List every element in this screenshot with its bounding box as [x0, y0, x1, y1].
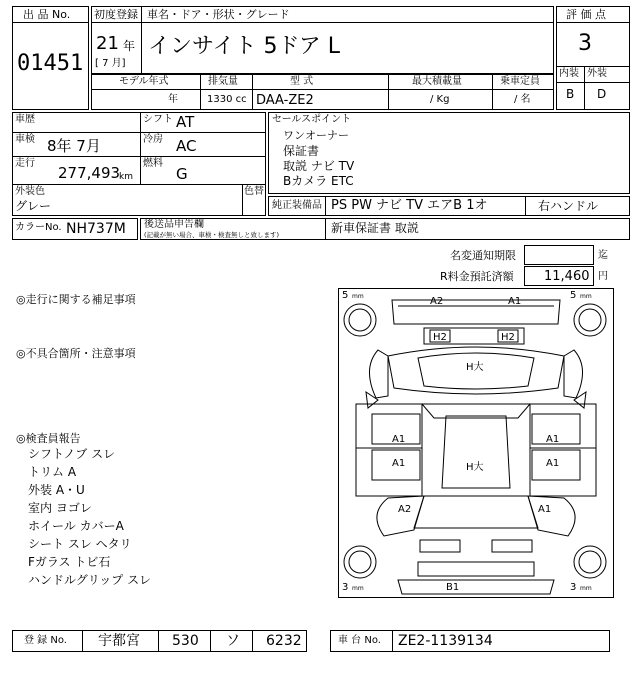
name-change-unit: 迄 — [598, 250, 608, 261]
inspector-item-4: 室内 ヨゴレ — [28, 501, 92, 515]
sales-point-2: 保証書 — [283, 144, 320, 158]
displacement-value: 1330 cc — [207, 94, 247, 105]
inspector-item-3: 外装 A・U — [28, 483, 85, 497]
registration-kana: ソ — [226, 633, 240, 649]
year-unit: 年 — [123, 39, 136, 53]
registration-number: 6232 — [266, 633, 302, 649]
svg-text:mm: mm — [352, 293, 364, 300]
interior-grade: B — [566, 87, 575, 101]
tire-rear-left-depth: 3 — [342, 582, 349, 593]
car-name: インサイト 5ドア L — [148, 34, 341, 59]
mark-right-rear-door: A1 — [546, 458, 560, 469]
lot-number: 01451 — [17, 51, 84, 76]
first-registration-year: 21 — [96, 33, 119, 54]
registration-class: 530 — [172, 633, 199, 649]
first-registration-month: [ 7 月] — [95, 58, 126, 69]
mark-headlight-right: H2 — [501, 332, 515, 343]
exterior-color-label: 外装色 — [15, 186, 45, 197]
inspector-item-6: シート スレ ヘタリ — [28, 537, 132, 551]
mileage-unit: km — [119, 172, 133, 182]
exterior-color-value: グレー — [15, 199, 52, 213]
color-number-value: NH737M — [66, 221, 126, 237]
mark-left-rear-door: A1 — [392, 458, 406, 469]
car-damage-diagram — [338, 288, 614, 598]
svg-text:mm: mm — [580, 293, 592, 300]
mark-left-quarter: A2 — [398, 504, 412, 515]
history-label: 車歴 — [15, 114, 35, 125]
mileage-value: 277,493 — [58, 164, 121, 182]
color-number-label: カラーNo. — [15, 222, 62, 233]
exterior-label: 外装 — [587, 68, 607, 79]
svg-text:mm: mm — [580, 585, 592, 592]
mark-rear-bumper: B1 — [446, 582, 460, 593]
inspector-item-7: Fガラス トビ石 — [28, 555, 111, 569]
interior-label: 内装 — [559, 68, 579, 79]
tire-front-left-depth: 5 — [342, 290, 349, 301]
svg-text:mm: mm — [352, 585, 364, 592]
recycle-unit: 円 — [598, 271, 608, 282]
ac-label: 冷房 — [143, 134, 163, 145]
tire-rear-right-depth: 3 — [570, 582, 577, 593]
inspector-item-8: ハンドルグリップ スレ — [28, 573, 152, 587]
mark-headlight-left: H2 — [433, 332, 447, 343]
aftermarket-note: (記載が無い場合、車検・検査無しと致します) — [144, 231, 280, 239]
equipment-label: 純正装備品 — [272, 200, 322, 211]
sales-point-1: ワンオーナー — [283, 129, 349, 142]
shift-label: シフト — [143, 114, 173, 125]
displacement-label: 排気量 — [208, 76, 238, 87]
car-name-label: 車名・ドア・形状・グレード — [147, 8, 290, 21]
sales-point-3: 取説 ナビ TV — [283, 159, 355, 173]
mark-right-quarter: A1 — [538, 504, 552, 515]
handle-value: 右ハンドル — [538, 199, 599, 213]
fuel-value: G — [176, 165, 188, 183]
name-change-box — [524, 245, 594, 265]
aftermarket-label: 後送品申告欄 — [144, 219, 204, 230]
recycle-label: R料金預託済額 — [440, 270, 514, 283]
capacity-value: / 名 — [514, 94, 531, 105]
registration-place: 宇都宮 — [98, 633, 140, 649]
inspector-item-5: ホイール カバーA — [28, 519, 124, 533]
driving-notes-label: ◎走行に関する補足事項 — [16, 293, 136, 306]
score-value: 3 — [578, 31, 592, 56]
lot-label: 出 品 No. — [23, 8, 71, 21]
inspection-label: 車検 — [15, 134, 35, 145]
max-load-value: / Kg — [430, 94, 450, 105]
mark-hood: H大 — [466, 362, 484, 373]
chassis-number: ZE2-1139134 — [398, 633, 493, 649]
mileage-label: 走行 — [15, 158, 35, 169]
inspection-value: 8年 7月 — [47, 137, 101, 155]
inspector-item-1: シフトノブ スレ — [28, 447, 116, 461]
shift-value: AT — [176, 113, 195, 131]
mark-front-bumper-left: A2 — [430, 296, 444, 307]
inspector-item-2: トリム A — [28, 465, 77, 479]
mark-front-bumper-right: A1 — [508, 296, 522, 307]
color-change-label: 色替 — [244, 186, 264, 197]
registration-label: 登 録 No. — [24, 635, 67, 646]
name-change-label: 名変通知期限 — [450, 249, 516, 262]
type-value: DAA-ZE2 — [256, 93, 314, 108]
defects-notes-label: ◎不具合箇所・注意事項 — [16, 347, 136, 360]
recycle-amount: 11,460 — [544, 269, 590, 284]
tire-front-right-depth: 5 — [570, 290, 577, 301]
mark-left-front-door: A1 — [392, 434, 406, 445]
mark-right-front-door: A1 — [546, 434, 560, 445]
inspector-report-label: ◎検査員報告 — [16, 432, 81, 445]
chassis-label: 車 台 No. — [338, 635, 381, 646]
first-registration-label: 初度登録 — [94, 8, 138, 21]
aftermarket-value: 新車保証書 取説 — [331, 221, 419, 235]
capacity-label: 乗車定員 — [500, 76, 540, 87]
max-load-label: 最大積載量 — [412, 76, 462, 87]
sales-point-label: セールスポイント — [272, 114, 352, 125]
type-label: 型 式 — [290, 76, 314, 87]
exterior-grade: D — [597, 87, 607, 101]
sales-point-4: Bカメラ ETC — [283, 174, 354, 188]
mark-roof: H大 — [466, 462, 484, 473]
model-year-unit: 年 — [168, 94, 178, 105]
equipment-value: PS PW ナビ TV エアB 1オ — [331, 198, 488, 213]
fuel-label: 燃料 — [143, 158, 163, 169]
model-year-label: モデル年式 — [119, 76, 169, 87]
score-label: 評 価 点 — [566, 8, 606, 21]
ac-value: AC — [176, 137, 197, 155]
